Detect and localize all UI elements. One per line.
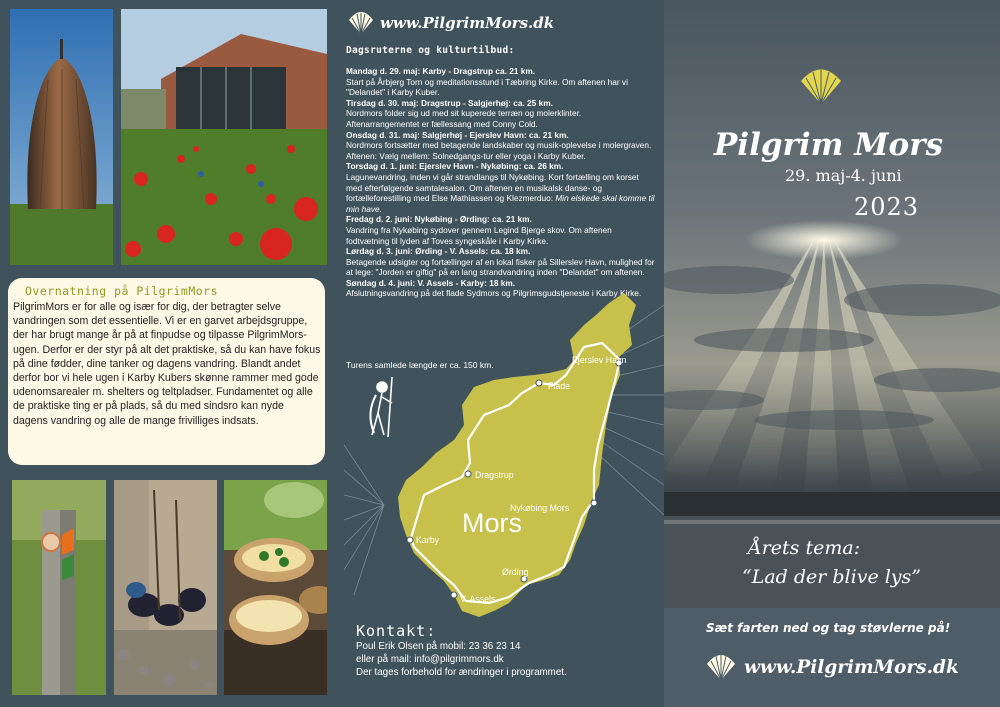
event-dates: 29. maj-4. juni: [785, 166, 902, 185]
baked-potato-food-photo: [224, 480, 327, 695]
route-item: [346, 161, 656, 214]
route-item: [346, 98, 656, 130]
brand-title: Pilgrim Mors: [714, 127, 944, 163]
route-heading: Mandag d. 29. maj: Karby - Dragstrup ca. 21 km.: [346, 66, 536, 76]
contact-disclaimer: Der tages forbehold for ændringer i programmet.: [356, 667, 567, 678]
right-panel: [664, 0, 1000, 707]
poppy-field-building-photo: [121, 9, 327, 265]
egg-shaped-shelter-photo: [10, 9, 113, 265]
scallop-shell-logo-icon: [798, 66, 844, 106]
route-description: Afslutningsvandring på det flade Sydmors og Pilgrimsgudstjeneste i Karby Kirke.: [346, 288, 642, 299]
map-label-dragstrup: Dragstrup: [475, 470, 514, 480]
routes-list: [346, 66, 656, 299]
contact-title: Kontakt:: [356, 622, 437, 640]
mors-route-map: [344, 285, 664, 625]
slogan: Sæt farten ned og tag støvlerne på!: [706, 621, 951, 635]
routes-subtitle: Dagsruterne og kulturtilbud:: [346, 45, 515, 56]
waypoint-dragstrup: [465, 471, 471, 477]
route-heading: Fredag d. 2. juni: Nykøbing - Ørding: ca. 21 km.: [346, 214, 532, 225]
map-island-name: Mors: [462, 508, 522, 538]
accommodation-title: Overnatning på PilgrimMors: [25, 284, 219, 298]
route-description: Lagunevandring, inden vi går strandlangs til Nykøbing. Kort fortælling om korset med efterfølgende samtalesalon. Om aftenen en musikalsk danse- og fortælleforestilling med Else Mathiassen og Klezmerduo:: [346, 171, 639, 204]
map-label-nykobing-mors: Nykøbing Mors: [510, 503, 570, 513]
waypoint-karby: [407, 537, 413, 543]
map-label-ording: Ørding: [502, 567, 529, 577]
route-item: [346, 130, 656, 162]
route-heading: Lørdag d. 3. juni: Ørding - V. Assels: ca. 18 km.: [346, 246, 531, 257]
website-url[interactable]: www.PilgrimMors.dk: [380, 14, 555, 32]
pilgrim-figure-icon: [370, 377, 392, 437]
waypoint-flade: [536, 380, 542, 386]
route-item: [346, 246, 656, 278]
accommodation-text: PilgrimMors er for alle og især for dig, der betragter selve vandringen som det essentielle. Vi er en garvet arbejdsgruppe, der har brugt mange år på at finpudse og tilpasse PilgrimMors-ugen. Derfor er der styr på alt det praktiske, så du kan have fokus på dine fødder, dine tanker og dagens vandring. Blandt andet derfor bor vi hele ugen i Karby Kubers skønne rammer med gode udenomsarealer m. shelters og teltpladser. Fundamentet og alle de praktiske ting er på plads, så du med sindsro kan nyde dagens vandring og alle de mange frivilliges indsats.: [13, 301, 321, 427]
route-note: Min elskede skal komme til min have.: [346, 193, 655, 214]
waypoint-nykobing: [591, 500, 597, 506]
hiking-boots-photo: [114, 480, 217, 695]
route-heading: Søndag d. 4. juni: V. Assels - Karby: 18 km.: [346, 277, 516, 288]
route-heading: Torsdag d. 1. juni: Ejerslev Havn - Nykøbing: ca. 26 km.: [346, 161, 564, 172]
map-label-karby: Karby: [416, 535, 439, 545]
scallop-shell-icon: [346, 10, 376, 36]
left-panel: [0, 0, 334, 707]
route-description: Nordmors folder sig ud med sit kuperede terræn og molerklinter. Aftenarrangementet er fællessang med Conny Cold.: [346, 108, 582, 129]
route-description: Vandring fra Nykøbing sydover gennem Legind Bjerge skov. Om aftenen fodtvætning til lyden af Toves syngeskåle i Karby Kirke.: [346, 224, 612, 246]
contact-phone[interactable]: Poul Erik Olsen på mobil: 23 36 23 14: [356, 641, 521, 652]
accommodation-box: [8, 278, 325, 465]
event-year: 2023: [854, 193, 920, 221]
contact-email[interactable]: eller på mail: info@pilgrimmors.dk: [356, 654, 504, 665]
waypoint-v-assels: [451, 592, 457, 598]
theme-label: Årets tema:: [748, 537, 861, 559]
map-label-v-assels: V. Assels: [460, 594, 496, 604]
map-label-ejerslev-havn: Ejerslev Havn: [572, 355, 627, 365]
route-description: Betagende udsigter og fortællinger af en lokal fisker på Sillerslev Havn, mulighed for at lege: "Jorden er giftig" på en lang strandvandring inden "Delandet" om aftenen.: [346, 256, 655, 278]
route-description: Start på Årbjerg Torn og meditationsstund i Tæbring Kirke. Om aftenen har vi "Delandet" i Karby Kuber.: [346, 76, 628, 98]
scallop-shell-icon: [704, 652, 738, 682]
route-description: Nordmors fortsætter med betagende landskaber og musik-oplevelse i molergraven. Aftenen: Vælg mellem: Solnedgangs-tur eller yoga i Karby Kuber.: [346, 140, 652, 161]
route-item: [346, 214, 656, 246]
theme-text: “Lad der blive lys”: [742, 566, 921, 588]
map-label-flade: Flade: [548, 381, 571, 391]
route-heading: Onsdag d. 31. maj: Salgjerhøj - Ejerslev Havn: ca. 21 km.: [346, 129, 569, 140]
route-heading: Tirsdag d. 30. maj: Dragstrup - Salgjerhøj: ca. 25 km.: [346, 97, 553, 108]
website-url-footer[interactable]: www.PilgrimMors.dk: [744, 657, 959, 678]
pilgrim-trail-post-photo: [12, 480, 106, 695]
total-distance: Turens samlede længde er ca. 150 km.: [346, 360, 494, 370]
route-item: [346, 66, 656, 98]
